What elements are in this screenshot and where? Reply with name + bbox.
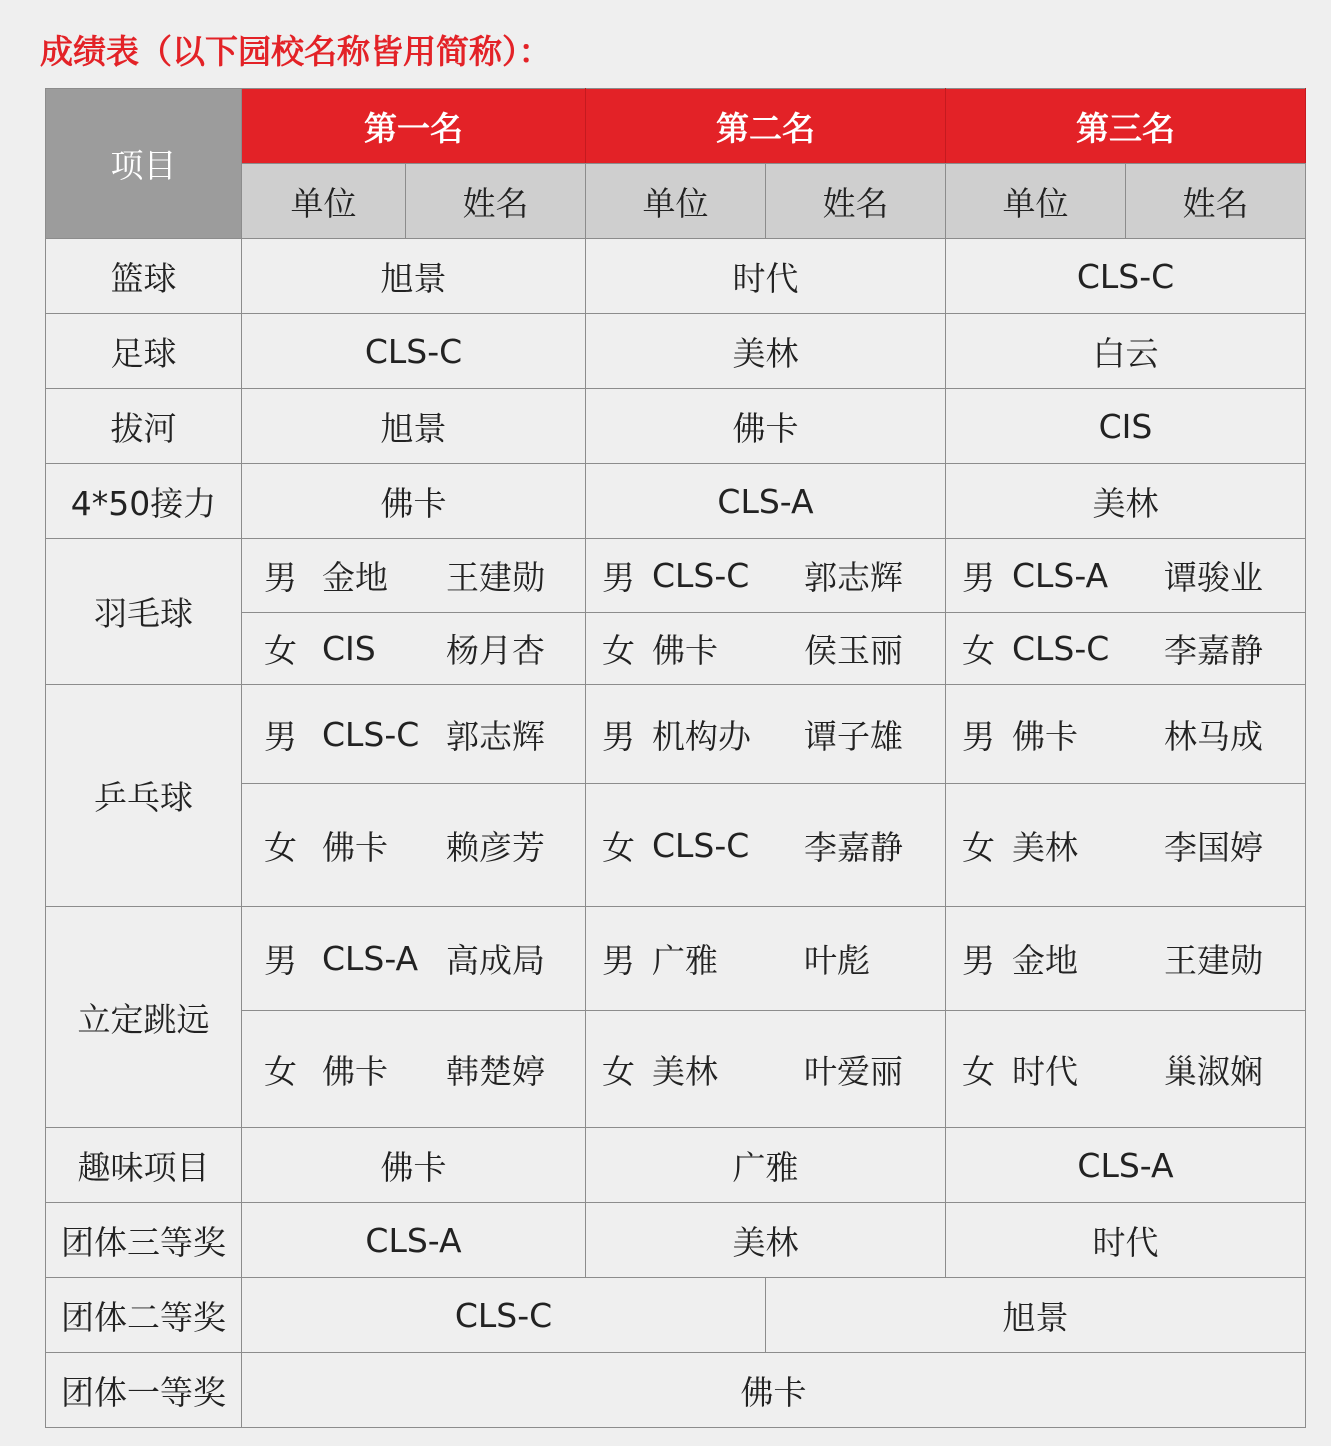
athlete-name: 巢淑娴 (1164, 1051, 1263, 1091)
first-place-unit: 佛卡 (242, 1128, 586, 1203)
first-place-unit: CLS-C (242, 314, 586, 389)
second-place-unit: 佛卡 (586, 389, 946, 464)
athlete-name: 侯玉丽 (804, 631, 903, 670)
event-label: 乒乓球 (46, 685, 242, 907)
individual-cell (946, 685, 1306, 784)
individual-cell (242, 907, 586, 1011)
unit-label: 机构办 (652, 716, 751, 756)
gender-label: 男 (264, 941, 297, 980)
event-label: 羽毛球 (46, 539, 242, 685)
first-place-unit: 佛卡 (242, 464, 586, 539)
athlete-name: 叶彪 (804, 941, 870, 980)
event-label: 4*50接力 (46, 464, 242, 539)
unit-label: 佛卡 (322, 1051, 388, 1091)
second-place-unit: 时代 (586, 239, 946, 314)
third-place-unit: 白云 (946, 314, 1306, 389)
unit-label: 佛卡 (1012, 716, 1078, 756)
team-first: 佛卡 (242, 1353, 1306, 1428)
gender-label: 女 (602, 827, 635, 867)
event-label: 拔河 (46, 389, 242, 464)
gender-label: 女 (962, 1051, 995, 1091)
unit-label: CLS-C (322, 714, 420, 754)
gender-label: 男 (264, 716, 297, 756)
unit-label: CLS-C (652, 825, 750, 865)
header-second-name: 姓名 (766, 164, 946, 239)
unit-label: CLS-A (322, 939, 419, 978)
unit-label: 金地 (322, 558, 388, 597)
header-first: 第一名 (242, 89, 586, 164)
table-row (46, 239, 1306, 314)
unit-label: CLS-A (1012, 556, 1109, 595)
table-row (46, 389, 1306, 464)
second-place-unit: CLS-A (586, 464, 946, 539)
athlete-name: 杨月杏 (446, 631, 545, 670)
individual-cell (586, 613, 946, 685)
table-row (46, 1353, 1306, 1428)
unit-label: 金地 (1012, 941, 1078, 980)
individual-cell (242, 539, 586, 613)
header-row-ranks (46, 89, 1306, 164)
gender-label: 女 (602, 1051, 635, 1091)
unit-label: 时代 (1012, 1051, 1078, 1091)
gender-label: 男 (602, 716, 635, 756)
individual-cell (586, 1011, 946, 1128)
athlete-name: 郭志辉 (446, 716, 545, 756)
unit-label: 广雅 (652, 941, 718, 980)
gender-label: 男 (602, 558, 635, 597)
event-label: 足球 (46, 314, 242, 389)
table-row (46, 1203, 1306, 1278)
athlete-name: 赖彦芳 (446, 827, 545, 867)
team-second-b: 旭景 (766, 1278, 1306, 1353)
athlete-name: 王建勋 (1164, 941, 1263, 980)
gender-label: 女 (962, 631, 995, 670)
individual-cell (242, 613, 586, 685)
table-row (46, 1128, 1306, 1203)
unit-label: 佛卡 (652, 631, 718, 670)
gender-label: 男 (264, 558, 297, 597)
individual-cell (946, 539, 1306, 613)
unit-label: 美林 (652, 1051, 718, 1091)
header-second: 第二名 (586, 89, 946, 164)
athlete-name: 林马成 (1164, 716, 1263, 756)
gender-label: 女 (962, 827, 995, 867)
table-row (46, 539, 1306, 613)
team-third-c: 时代 (946, 1203, 1306, 1278)
unit-label: CIS (322, 629, 376, 668)
event-label: 团体三等奖 (46, 1203, 242, 1278)
table-row (46, 1278, 1306, 1353)
header-first-name: 姓名 (406, 164, 586, 239)
table-row (46, 685, 1306, 784)
third-place-unit: 美林 (946, 464, 1306, 539)
unit-label: 美林 (1012, 827, 1078, 867)
individual-cell (586, 784, 946, 907)
event-label: 篮球 (46, 239, 242, 314)
unit-label: CLS-C (652, 556, 750, 595)
second-place-unit: 广雅 (586, 1128, 946, 1203)
event-label: 团体一等奖 (46, 1353, 242, 1428)
individual-cell (946, 784, 1306, 907)
gender-label: 男 (962, 716, 995, 756)
team-second-a: CLS-C (242, 1278, 766, 1353)
gender-label: 男 (962, 941, 995, 980)
first-place-unit: 旭景 (242, 239, 586, 314)
individual-cell (946, 1011, 1306, 1128)
event-label: 团体二等奖 (46, 1278, 242, 1353)
second-place-unit: 美林 (586, 314, 946, 389)
athlete-name: 叶爱丽 (804, 1051, 903, 1091)
athlete-name: 李嘉静 (1164, 631, 1263, 670)
results-table (45, 88, 1306, 1428)
team-third-b: 美林 (586, 1203, 946, 1278)
gender-label: 男 (962, 558, 995, 597)
gender-label: 女 (264, 827, 297, 867)
header-third-name: 姓名 (1126, 164, 1306, 239)
header-second-unit: 单位 (586, 164, 766, 239)
event-label: 立定跳远 (46, 907, 242, 1128)
event-label: 趣味项目 (46, 1128, 242, 1203)
individual-cell (586, 685, 946, 784)
third-place-unit: CIS (946, 389, 1306, 464)
athlete-name: 谭子雄 (804, 716, 903, 756)
table-row (46, 464, 1306, 539)
unit-label: 佛卡 (322, 827, 388, 867)
individual-cell (946, 907, 1306, 1011)
header-third: 第三名 (946, 89, 1306, 164)
athlete-name: 李嘉静 (804, 827, 903, 867)
table-row (46, 314, 1306, 389)
athlete-name: 李国婷 (1164, 827, 1263, 867)
third-place-unit: CLS-A (946, 1128, 1306, 1203)
athlete-name: 郭志辉 (804, 558, 903, 597)
athlete-name: 谭骏业 (1164, 558, 1263, 597)
gender-label: 男 (602, 941, 635, 980)
athlete-name: 高成局 (446, 941, 545, 980)
page-title: 成绩表（以下园校名称皆用简称）： (40, 32, 552, 71)
header-third-unit: 单位 (946, 164, 1126, 239)
individual-cell (242, 784, 586, 907)
individual-cell (242, 1011, 586, 1128)
gender-label: 女 (264, 1051, 297, 1091)
individual-cell (946, 613, 1306, 685)
gender-label: 女 (602, 631, 635, 670)
team-third-a: CLS-A (242, 1203, 586, 1278)
athlete-name: 韩楚婷 (446, 1051, 545, 1091)
third-place-unit: CLS-C (946, 239, 1306, 314)
unit-label: CLS-C (1012, 629, 1110, 668)
header-project: 项目 (46, 89, 242, 239)
first-place-unit: 旭景 (242, 389, 586, 464)
table-row (46, 907, 1306, 1011)
individual-cell (586, 539, 946, 613)
header-first-unit: 单位 (242, 164, 406, 239)
individual-cell (586, 907, 946, 1011)
athlete-name: 王建勋 (446, 558, 545, 597)
gender-label: 女 (264, 631, 297, 670)
individual-cell (242, 685, 586, 784)
